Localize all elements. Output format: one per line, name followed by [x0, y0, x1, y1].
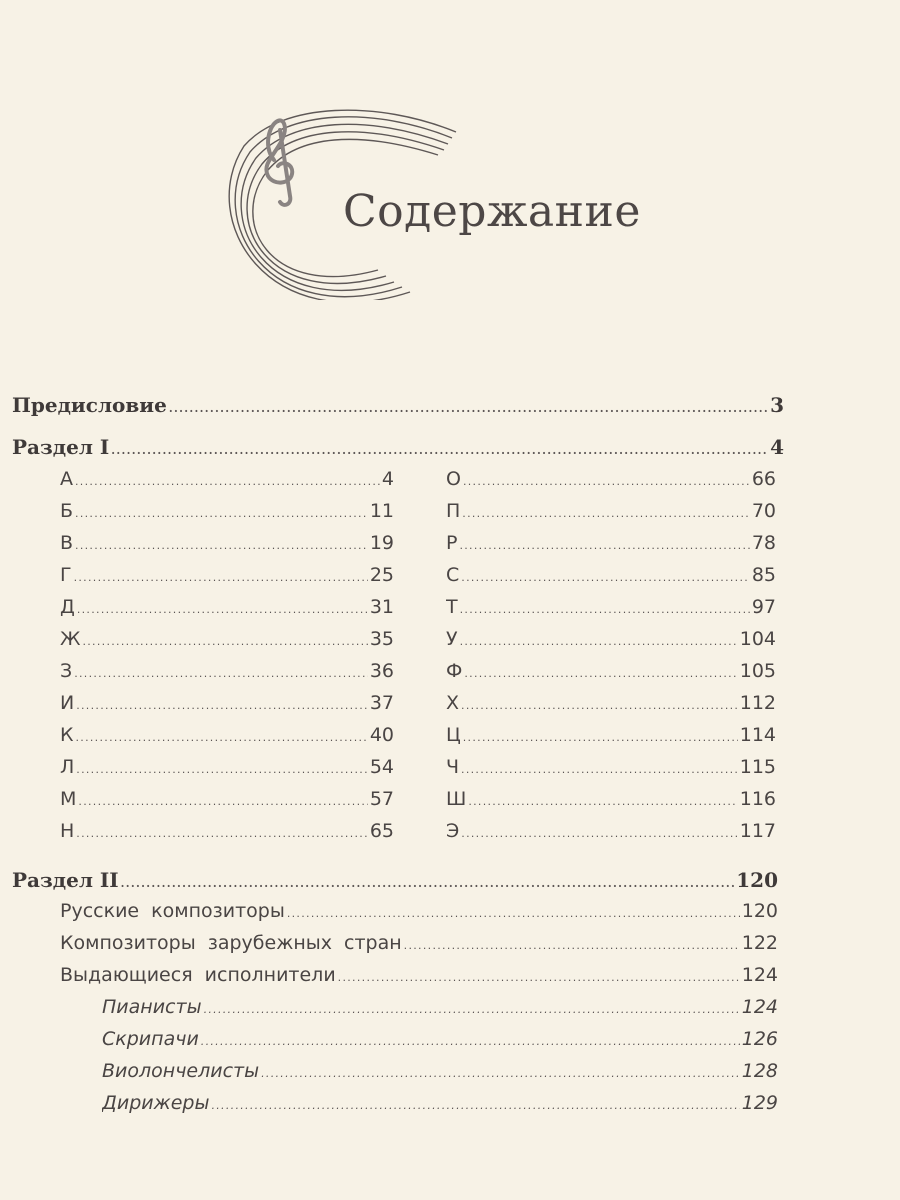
toc-page-number: 112 — [739, 692, 776, 714]
toc-entry-preface[interactable] — [12, 393, 784, 417]
toc-entry-label: Дирижеры — [102, 1092, 210, 1114]
toc-page-number: 70 — [751, 500, 776, 522]
toc-entry-letter[interactable] — [446, 628, 776, 650]
dot-leader — [82, 635, 367, 648]
toc-entry-label: Виолончелисты — [102, 1060, 260, 1082]
toc-entry-subsection[interactable] — [60, 964, 778, 986]
toc-entry-letter[interactable] — [60, 532, 394, 554]
toc-entry-letter[interactable] — [60, 724, 394, 746]
toc-entry-subitem[interactable] — [102, 1060, 778, 1082]
toc-entry-label: Скрипачи — [102, 1028, 199, 1050]
dot-leader — [463, 475, 750, 488]
toc-entry-label: Э — [446, 820, 460, 842]
toc-entry-label: Ц — [446, 724, 461, 746]
dot-leader — [461, 827, 737, 840]
toc-entry-letter[interactable] — [60, 596, 394, 618]
dot-leader — [204, 1003, 740, 1016]
toc-page-number: 35 — [369, 628, 394, 650]
toc-entry-letter[interactable] — [446, 564, 776, 586]
toc-page-number: 37 — [369, 692, 394, 714]
toc-page-number: 3 — [770, 393, 784, 417]
dot-leader — [461, 763, 738, 776]
toc-page-number: 4 — [770, 435, 784, 459]
dot-leader — [201, 1035, 740, 1048]
toc-page-number: 105 — [739, 660, 776, 682]
toc-entry-label: Т — [446, 596, 458, 618]
toc-entry-letter[interactable] — [446, 788, 776, 810]
toc-entry-label: Р — [446, 532, 458, 554]
toc-entry-letter[interactable] — [446, 596, 776, 618]
toc-entry-letter[interactable] — [446, 532, 776, 554]
toc-entry-label: Д — [60, 596, 75, 618]
dot-leader — [460, 635, 738, 648]
toc-page-number: 117 — [739, 820, 776, 842]
dot-leader — [459, 539, 749, 552]
toc-entry-letter[interactable] — [60, 820, 394, 842]
toc-entry-section-1[interactable] — [12, 435, 784, 459]
toc-entry-label: С — [446, 564, 460, 586]
dot-leader — [76, 731, 368, 744]
toc-page-number: 54 — [369, 756, 394, 778]
toc-page-number: 31 — [369, 596, 394, 618]
toc-page-number: 114 — [739, 724, 776, 746]
toc-entry-label: У — [446, 628, 458, 650]
toc-entry-label: В — [60, 532, 74, 554]
toc-entry-letter[interactable] — [60, 756, 394, 778]
toc-entry-letter[interactable] — [446, 724, 776, 746]
dot-leader — [76, 827, 368, 840]
toc-entry-section-2[interactable] — [12, 868, 778, 892]
toc-entry-letter[interactable] — [446, 692, 776, 714]
toc-entry-subsection[interactable] — [60, 900, 778, 922]
dot-leader — [287, 907, 740, 920]
dot-leader — [464, 667, 737, 680]
toc-entry-label: Х — [446, 692, 460, 714]
toc-entry-label: Л — [60, 756, 75, 778]
toc-entry-label: М — [60, 788, 77, 810]
toc-entry-letter[interactable] — [60, 564, 394, 586]
toc-page-number: 36 — [369, 660, 394, 682]
dot-leader — [121, 877, 735, 890]
dot-leader — [111, 444, 768, 457]
dot-leader — [74, 571, 368, 584]
toc-entry-letter[interactable] — [60, 468, 394, 490]
dot-leader — [468, 795, 737, 808]
toc-entry-letter[interactable] — [60, 628, 394, 650]
toc-entry-label: Выдающиеся исполнители — [60, 964, 336, 986]
toc-page-number: 126 — [741, 1028, 778, 1050]
toc-entry-letter[interactable] — [60, 500, 394, 522]
toc-page-number: 19 — [369, 532, 394, 554]
toc-entry-letter[interactable] — [60, 788, 394, 810]
toc-entry-subitem[interactable] — [102, 1028, 778, 1050]
toc-page-number: 66 — [751, 468, 776, 490]
toc-entry-label: Ф — [446, 660, 463, 682]
dot-leader — [75, 507, 368, 520]
toc-entry-label: И — [60, 692, 75, 714]
toc-page-number: 57 — [369, 788, 394, 810]
dot-leader — [76, 763, 368, 776]
toc-page-number: 4 — [381, 468, 394, 490]
dot-leader — [462, 507, 750, 520]
dot-leader — [461, 699, 738, 712]
toc-entry-letter[interactable] — [60, 692, 394, 714]
toc-page-number: 25 — [369, 564, 394, 586]
dot-leader — [461, 571, 750, 584]
toc-entry-label: Б — [60, 500, 74, 522]
toc-page-number: 65 — [369, 820, 394, 842]
toc-entry-label: Русские композиторы — [60, 900, 285, 922]
toc-page-number: 11 — [369, 500, 394, 522]
toc-entry-label: Ш — [446, 788, 467, 810]
toc-entry-letter[interactable] — [446, 660, 776, 682]
dot-leader — [76, 699, 368, 712]
dot-leader — [75, 475, 380, 488]
toc-entry-letter[interactable] — [446, 756, 776, 778]
toc-entry-label: Раздел II — [12, 868, 119, 892]
toc-entry-subitem[interactable] — [102, 996, 778, 1018]
toc-page-number: 124 — [741, 996, 778, 1018]
dot-leader — [460, 603, 750, 616]
toc-entry-letter[interactable] — [446, 500, 776, 522]
toc-page-number: 122 — [741, 932, 778, 954]
toc-entry-label: А — [60, 468, 73, 490]
toc-page-number: 129 — [741, 1092, 778, 1114]
toc-entry-label: Пианисты — [102, 996, 202, 1018]
toc-entry-label: З — [60, 660, 73, 682]
toc-entry-letter[interactable] — [446, 468, 776, 490]
toc-page-number: 78 — [751, 532, 776, 554]
toc-page-number: 120 — [741, 900, 778, 922]
toc-page-number: 128 — [741, 1060, 778, 1082]
toc-entry-label: Предисловие — [12, 393, 167, 417]
toc-entry-label: Раздел I — [12, 435, 110, 459]
dot-leader — [169, 402, 768, 415]
toc-entry-label: Ж — [60, 628, 81, 650]
dot-leader — [75, 539, 368, 552]
dot-leader — [338, 971, 740, 984]
toc-entry-label: К — [60, 724, 74, 746]
toc-entry-label: Г — [60, 564, 72, 586]
toc-entry-subsection[interactable] — [60, 932, 778, 954]
toc-entry-label: Ч — [446, 756, 460, 778]
dot-leader — [463, 731, 738, 744]
dot-leader — [74, 667, 368, 680]
toc-page-number: 40 — [369, 724, 394, 746]
toc-page-number: 85 — [751, 564, 776, 586]
toc-entry-label: Композиторы зарубежных стран — [60, 932, 402, 954]
toc-entry-label: Н — [60, 820, 75, 842]
dot-leader — [404, 939, 740, 952]
page-title: Содержание — [343, 186, 641, 237]
toc-page-number: 104 — [739, 628, 776, 650]
toc-page-number: 124 — [741, 964, 778, 986]
toc-page-number: 115 — [739, 756, 776, 778]
toc-page-number: 120 — [736, 868, 778, 892]
toc-entry-subitem[interactable] — [102, 1092, 778, 1114]
toc-page-number: 116 — [739, 788, 776, 810]
dot-leader — [261, 1067, 740, 1080]
toc-page-number: 97 — [751, 596, 776, 618]
dot-leader — [77, 603, 368, 616]
toc-entry-label: О — [446, 468, 461, 490]
dot-leader — [78, 795, 367, 808]
toc-entry-label: П — [446, 500, 461, 522]
dot-leader — [211, 1099, 739, 1112]
toc-entry-letter[interactable] — [446, 820, 776, 842]
toc-entry-letter[interactable] — [60, 660, 394, 682]
